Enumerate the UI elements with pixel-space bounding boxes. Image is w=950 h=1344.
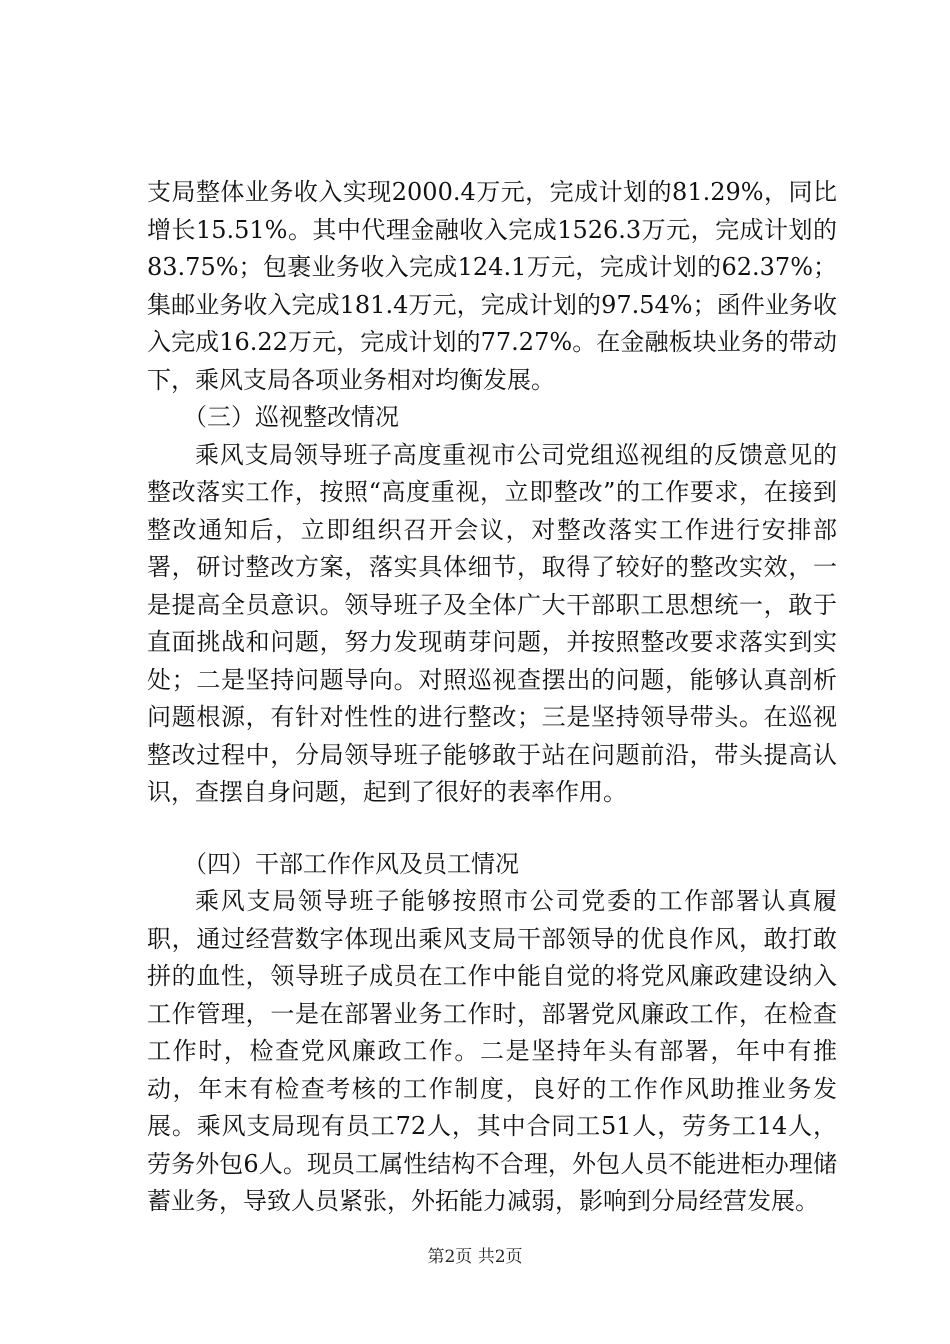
document-body — [147, 174, 837, 1221]
paragraph-income-summary: 支局整体业务收入实现2000.4万元，完成计划的81.29%，同比增长15.51%。其中代理金融收入完成1526.3万元，完成计划的83.75%；包裹业务收入完成124.1万元，完成计划的62.37%；集邮业务收入完成181.4万元，完成计划的97.54%；函件业务收入完成16.22万元，完成计划的77.27%。在金融板块业务的带动下，乘风支局各项业务相对均衡发展。 — [147, 178, 837, 394]
section-heading-cadre-work-style: （四）干部工作作风及员工情况 — [183, 849, 519, 878]
paragraph-spacer — [147, 812, 837, 846]
paragraph-cadre-work-style: 乘风支局领导班子能够按照市公司党委的工作部署认真履职，通过经营数字体现出乘风支局干部领导的优良作风，敢打敢拼的血性，领导班子成员在工作中能自觉的将党风廉政建设纳入工作管理，一是在部署业务工作时，部署党风廉政工作，在检查工作时，检查党风廉政工作。二是坚持年头有部署，年中有推动，年末有检查考核的工作制度，良好的工作作风助推业务发展。乘风支局现有员工72人，其中合同工51人，劳务工14人，劳务外包6人。现员工属性结构不合理，外包人员不能进柜办理储蓄业务，导致人员紧张，外拓能力减弱，影响到分局经营发展。 — [147, 887, 837, 1215]
page-number-footer: 第2页 共2页 — [427, 1247, 523, 1267]
paragraph-inspection-rectification: 乘风支局领导班子高度重视市公司党组巡视组的反馈意见的整改落实工作，按照“高度重视，立即整改”的工作要求，在接到整改通知后，立即组织召开会议，对整改落实工作进行安排部署，研讨整改方案，落实具体细节，取得了较好的整改实效，一是提高全员意识。领导班子及全体广大干部职工思想统一，敢于直面挑战和问题，努力发现萌芽问题，并按照整改要求落实到实处；二是坚持问题导向。对照巡视查摆出的问题，能够认真剖析问题根源，有针对性性的进行整改；三是坚持领导带头。在巡视整改过程中，分局领导班子能够敢于站在问题前沿，带头提高认识，查摆自身问题，起到了很好的表率作用。 — [147, 440, 837, 806]
section-heading-inspection-rectification: （三）巡视整改情况 — [183, 403, 399, 431]
